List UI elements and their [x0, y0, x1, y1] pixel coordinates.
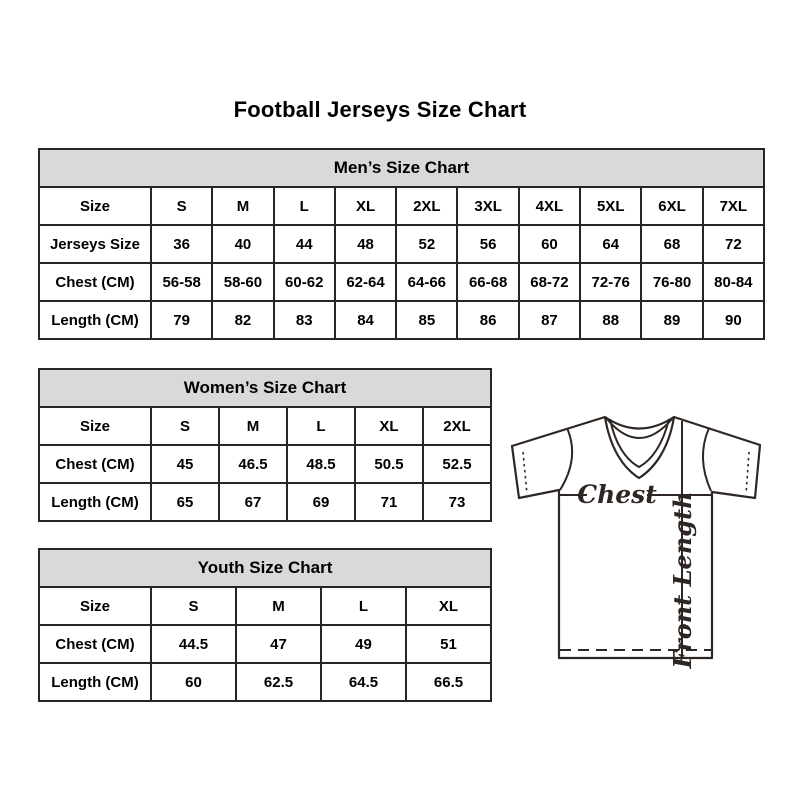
value-cell: 64	[580, 225, 641, 263]
value-cell: M	[219, 407, 287, 445]
value-cell: 79	[151, 301, 212, 339]
table-row	[39, 407, 491, 445]
table-title-youth: Youth Size Chart	[39, 549, 491, 587]
row-label: Chest (CM)	[39, 263, 151, 301]
value-cell: 89	[641, 301, 702, 339]
value-cell: XL	[406, 587, 491, 625]
value-cell: 48.5	[287, 445, 355, 483]
value-cell: 80-84	[703, 263, 764, 301]
value-cell: 71	[355, 483, 423, 521]
mens-size-table	[38, 148, 765, 340]
value-cell: 68-72	[519, 263, 580, 301]
value-cell: 44.5	[151, 625, 236, 663]
value-cell: 62-64	[335, 263, 396, 301]
row-label: Length (CM)	[39, 663, 151, 701]
value-cell: 60	[519, 225, 580, 263]
row-label: Size	[39, 407, 151, 445]
value-cell: S	[151, 587, 236, 625]
value-cell: 56-58	[151, 263, 212, 301]
value-cell: 73	[423, 483, 491, 521]
value-cell: 5XL	[580, 187, 641, 225]
value-cell: 48	[335, 225, 396, 263]
value-cell: 58-60	[212, 263, 273, 301]
value-cell: 87	[519, 301, 580, 339]
value-cell: L	[321, 587, 406, 625]
table-header-row	[39, 149, 764, 187]
value-cell: 83	[274, 301, 335, 339]
value-cell: 67	[219, 483, 287, 521]
value-cell: 52	[396, 225, 457, 263]
value-cell: 2XL	[423, 407, 491, 445]
table-title-mens: Men’s Size Chart	[39, 149, 764, 187]
value-cell: 36	[151, 225, 212, 263]
youth-size-table	[38, 548, 492, 702]
value-cell: L	[287, 407, 355, 445]
value-cell: 64.5	[321, 663, 406, 701]
jersey-measurement-diagram	[503, 400, 775, 672]
table-row	[39, 445, 491, 483]
table-row	[39, 625, 491, 663]
page-title: Football Jerseys Size Chart	[233, 97, 527, 122]
table-header-row	[39, 549, 491, 587]
value-cell: 72-76	[580, 263, 641, 301]
value-cell: 65	[151, 483, 219, 521]
value-cell: S	[151, 187, 212, 225]
table-row	[39, 663, 491, 701]
value-cell: 66.5	[406, 663, 491, 701]
jersey-outline	[512, 417, 760, 658]
table-row	[39, 263, 764, 301]
value-cell: 52.5	[423, 445, 491, 483]
value-cell: 4XL	[519, 187, 580, 225]
value-cell: 85	[396, 301, 457, 339]
table-row	[39, 225, 764, 263]
value-cell: 76-80	[641, 263, 702, 301]
value-cell: 60-62	[274, 263, 335, 301]
value-cell: 3XL	[457, 187, 518, 225]
value-cell: 51	[406, 625, 491, 663]
value-cell: 44	[274, 225, 335, 263]
value-cell: 82	[212, 301, 273, 339]
row-label: Chest (CM)	[39, 625, 151, 663]
value-cell: 66-68	[457, 263, 518, 301]
table-row	[39, 483, 491, 521]
table-row	[39, 187, 764, 225]
table-title-womens: Women’s Size Chart	[39, 369, 491, 407]
value-cell: L	[274, 187, 335, 225]
value-cell: M	[236, 587, 321, 625]
row-label: Size	[39, 587, 151, 625]
value-cell: 86	[457, 301, 518, 339]
value-cell: 47	[236, 625, 321, 663]
value-cell: 62.5	[236, 663, 321, 701]
value-cell: XL	[355, 407, 423, 445]
value-cell: 46.5	[219, 445, 287, 483]
front-length-label: Front Length	[668, 491, 697, 669]
value-cell: 56	[457, 225, 518, 263]
value-cell: 2XL	[396, 187, 457, 225]
row-label: Size	[39, 187, 151, 225]
value-cell: 69	[287, 483, 355, 521]
chest-label: Chest	[577, 480, 657, 509]
value-cell: 60	[151, 663, 236, 701]
value-cell: XL	[335, 187, 396, 225]
womens-size-table	[38, 368, 492, 522]
value-cell: 49	[321, 625, 406, 663]
value-cell: 72	[703, 225, 764, 263]
value-cell: 68	[641, 225, 702, 263]
value-cell: 7XL	[703, 187, 764, 225]
table-row	[39, 301, 764, 339]
value-cell: S	[151, 407, 219, 445]
value-cell: 40	[212, 225, 273, 263]
value-cell: 6XL	[641, 187, 702, 225]
row-label: Length (CM)	[39, 301, 151, 339]
value-cell: 88	[580, 301, 641, 339]
row-label: Length (CM)	[39, 483, 151, 521]
value-cell: 64-66	[396, 263, 457, 301]
table-header-row	[39, 369, 491, 407]
value-cell: 90	[703, 301, 764, 339]
value-cell: 50.5	[355, 445, 423, 483]
value-cell: 45	[151, 445, 219, 483]
row-label: Chest (CM)	[39, 445, 151, 483]
table-row	[39, 587, 491, 625]
row-label: Jerseys Size	[39, 225, 151, 263]
value-cell: M	[212, 187, 273, 225]
value-cell: 84	[335, 301, 396, 339]
